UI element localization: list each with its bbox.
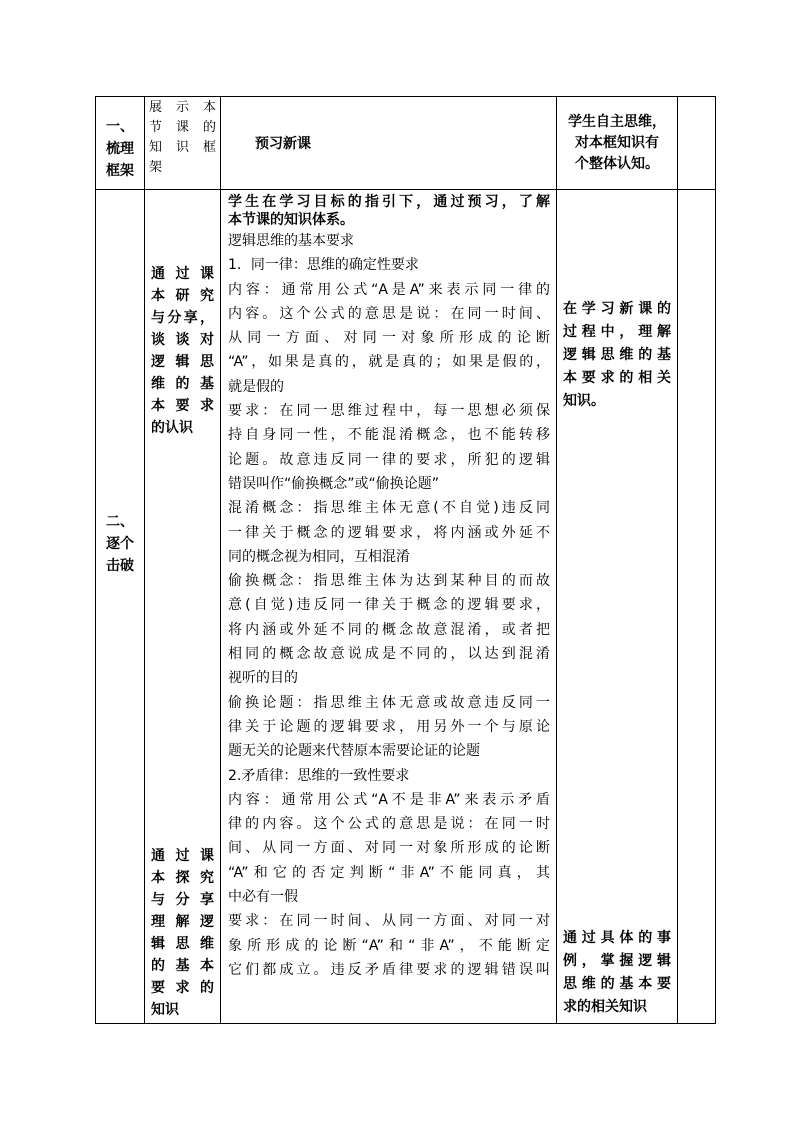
stage-1-label-cell [96,97,145,190]
stage-1-activity-line: 知识框 [149,140,216,155]
content-line: 偷换概念：指思维主体为达到某种目的而故 [228,573,550,590]
stage-1-activity-line: 节课的 [149,120,216,135]
stage-2-content-cell [221,190,557,1024]
activity-line: 的认识 [151,420,193,436]
goal-line: 通过具体的事 [563,930,671,946]
content-line: 逻辑思维的基本要求 [228,233,354,249]
activity-line: 本要求 [151,398,214,414]
activity-line: 的基本 [151,958,214,974]
content-line: 视听的目的 [228,670,298,687]
goal-line: 逻辑思维的基 [563,347,671,363]
goal-line: 思维的基本要 [563,976,671,992]
content-line: 偷换论题：指思维主体无意或故意违反同一 [228,694,550,711]
stage-1-goal-cell [557,97,678,190]
stage-2-extra-cell [678,190,716,1024]
stage-2-label-line: 二、 [106,514,134,530]
content-line: 内容。这个公式的意思是说：在同一时间、 [228,305,550,322]
stage-2-activity-cell [145,190,221,1024]
stage-2-label-line: 击破 [106,558,134,574]
stage-1-activity-cell [145,97,221,190]
stage-2-label [96,190,144,577]
content-line: 题无关的论题来代替原本需要论证的论题 [228,743,480,760]
stage-1-label-line: 梳理 [106,141,134,157]
activity-line: 逻辑思 [151,354,214,370]
stage-row-2 [96,190,716,1024]
content-line: 相同的概念故意说成是不同的，以达到混淆 [228,646,550,663]
content-line: 从同一方面、对同一对象所形成的论断 [228,330,550,347]
stage-2-label-cell [96,190,145,1024]
content-line: 要求：在同一思维过程中，每一思想必须保 [228,403,550,420]
activity-line: 本探究 [151,870,214,886]
content-line: 它们都成立。违反矛盾律要求的逻辑错误叫 [228,961,550,978]
content-line: 2.矛盾律：思维的一致性要求 [228,767,410,784]
stage-2-goal-2 [563,927,671,1019]
content-line: 论题。故意违反同一律的要求，所犯的逻辑 [228,451,550,468]
content-line: 象所形成的论断“A”和“非A”，不能断定 [228,937,550,954]
activity-line: 要求的 [151,980,214,996]
content-line: 律关于论题的逻辑要求，用另外一个与原论 [228,718,550,735]
stage-1-label-line: 一、 [106,119,134,135]
stage-2-goal-1 [563,298,671,413]
content-line: 将内涵或外延不同的概念故意混淆，或者把 [228,621,550,638]
activity-line: 与分享， [151,310,214,326]
content-line: 混淆概念：指思维主体无意(不自觉)违反同 [228,500,550,517]
content-line: 错误叫作“偷换概念”或“偷换论题” [228,475,440,492]
content-line: 要求：在同一时间、从同一方面、对同一对 [228,913,550,930]
content-line: “A”，如果是真的，就是真的；如果是假的， [228,354,550,371]
content-line: 同的概念视为相同，互相混淆 [228,548,410,565]
activity-line: 辑思维 [151,936,214,952]
content-line: 意(自觉)违反同一律关于概念的逻辑要求， [228,597,550,614]
content-line: 内容：通常用公式“A是A”来表示同一律的 [228,281,550,298]
stage-2-goal-cell [557,190,678,1024]
goal-line: 过程中，理解 [563,324,671,340]
stage-1-content: 预习新课 [255,136,311,152]
stage-2-activity-2 [151,845,214,1021]
stage-1-label [96,97,144,182]
goal-line: 在学习新课的 [563,301,671,317]
activity-line: 与分享 [151,892,214,908]
goal-line: 求的相关知识 [563,999,647,1015]
content-line: 律的内容。这个公式的意思是说：在同一时 [228,816,550,833]
stage-1-goal-line: 个整体认知。 [575,155,659,172]
goal-line: 本要求的相关 [563,370,671,386]
stage-1-content-cell [221,97,557,190]
stage-2-label-line: 逐个 [106,536,134,552]
activity-line: 谈谈对 [151,332,214,348]
activity-line: 理解逻 [151,914,214,930]
stage-1-activity-line: 架 [149,160,163,175]
content-line: “A”和它的否定判断“非A”不能同真，其 [228,864,550,881]
goal-line: 例，掌握逻辑 [563,953,671,969]
content-line: 就是假的 [228,378,284,395]
stage-1-goal-line: 对本框知识有 [575,134,659,151]
content-line: 内容：通常用公式“A不是非A”来表示矛盾 [228,791,550,808]
stage-1-goal-line: 学生自主思维， [568,113,666,130]
content-line: 中必有一假 [228,889,298,906]
content-line: 一律关于概念的逻辑要求，将内涵或外延不 [228,524,550,541]
goal-line: 知识。 [563,393,605,409]
activity-line: 维的基 [151,376,214,392]
activity-line: 知识 [151,1002,179,1018]
lead-line: 本节课的知识体系。 [228,212,354,228]
activity-line: 通过课 [151,848,214,864]
stage-1-activity-line: 展示本 [149,100,216,115]
stage-1-label-line: 框架 [106,163,134,179]
activity-line: 本研究 [151,288,214,304]
lead-line: 学生在学习目标的指引下，通过预习，了解 [228,194,550,210]
stage-2-activity-1 [151,263,214,439]
stage-1-extra-cell [678,97,716,190]
content-line: 1．同一律：思维的确定性要求 [228,257,419,274]
activity-line: 通过课 [151,266,214,282]
stage-row-1 [96,97,716,190]
lesson-plan-table [95,96,716,1024]
content-line: 持自身同一性，不能混淆概念，也不能转移 [228,427,550,444]
content-line: 间、从同一方面、对同一对象所形成的论断 [228,840,550,857]
